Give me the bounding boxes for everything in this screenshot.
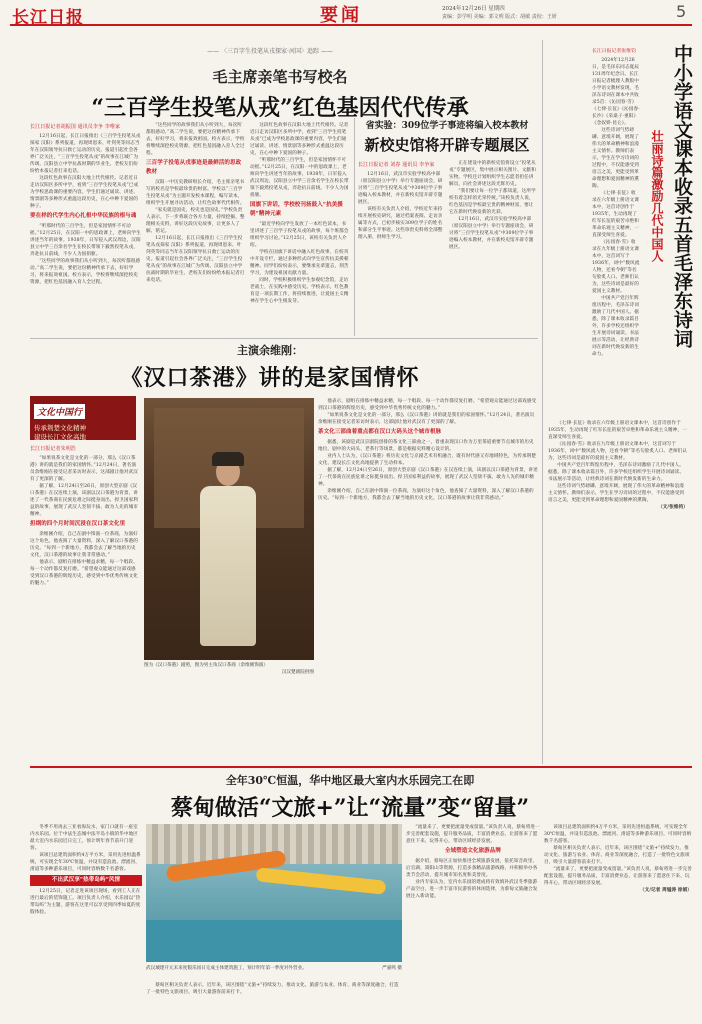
sidebar-credit: （文/张维钧） xyxy=(658,505,688,510)
article-3 xyxy=(358,118,536,155)
paragraph: 蔡甸区相关负责人表示，近年来，该区围绕“文旅+”持续发力，推动文化、旅游与农业、体育、商业等深度融合，打造了一批特色文旅项目，吸引大量游客前来打卡。 xyxy=(544,846,690,865)
paragraph: 余维刚介绍，自己在剧中饰演一位茶商，为演好这个角色，他查阅了大量资料，深入了解汉口茶港的历史。“每到一个新地方，我都会去了解当地的历史文化，汉口茶港的故事让我非常感动。” xyxy=(30,532,138,558)
paragraph: “流量来了，更要把流量变成留量。”该负责人说，蔡甸将进一步完善配套设施，提升服务品质，丰富消费业态，让游客来了愿意住下来、玩得开心，带动区域经济发展。 xyxy=(544,867,692,886)
paragraph: 中国共产党百年辉煌历程中，毛泽东诗词激励了几代中国人。据悉，除了课本收录篇目外，许多学校还组织学生开展诗词诵读、书法展示等活动，让经典诗词在新时代焕发新的生命力。 xyxy=(548,463,685,482)
sidebar-byline: 长江日报记者张维钧 xyxy=(592,49,637,54)
waterpark-caption xyxy=(146,966,402,973)
paragraph: 蔡甸区相关负责人表示，近年来，该区围绕“文旅+”持续发力，推动文化、旅游与农业、体育、商业等深度融合，打造了一批特色文旅项目，吸引大量游客前来打卡。 xyxy=(146,983,399,995)
article-5-title: 蔡甸做活“文旅+”让“流量”变“留量” xyxy=(170,795,530,821)
article-5-body xyxy=(30,824,142,1020)
paragraph: 业内专家认为，室内水乐园的建成将有效填补武汉冬季旅游产品空白，进一步丰富市民游客的休闲选择，为蔡甸文旅融合发展注入新动能。 xyxy=(406,880,538,899)
subhead-text: 不出武汉享“热带岛屿”风情 xyxy=(51,877,121,883)
article-1-body xyxy=(30,122,142,334)
culture-logo-line1: 传承荆楚文化精神 xyxy=(34,424,86,432)
paragraph: “如果说茶文化是文化的一部分，那么《汉口茶港》讲的就是我们的家国情怀。”12月24日，著名演员余维刚在接受记者采访时表示，这部剧让他对武汉有了更深的了解。 xyxy=(318,413,535,425)
paragraph: “听那时代的三百学生，但是家园情怀不可动摇。”12月25日，在汉阳一中的思政课上，老师向学生讲述当年的故事。1938年，日军侵入武汉周边，汉阳县立中学三百余名学生在校长带领下毅然投笔从戎，奔赴抗日前线，不少人为国捐躯。 xyxy=(30,224,141,257)
article-5-kicker: 全年30℃恒温，华中地区最大室内水乐园完工在即 xyxy=(225,774,475,787)
paragraph: 据介绍，蔡甸区正加快推进全域旅游发展，依托知音故里、后官湖、嵩阳山等资源，打造多条精品旅游线路，并积极举办各类节会活动，提升城市知名度和美誉度。 xyxy=(406,859,538,878)
article-2-body xyxy=(250,122,350,334)
caption-text: 武汉城建开元未来度假乐园日完成主体建筑施工，预计明年第一季度对外营业。 xyxy=(146,966,307,971)
performer-figure xyxy=(196,458,260,648)
article-1-kicker: 毛主席亲笔书写校名 xyxy=(212,68,348,86)
photo-credit: 汉汉楚剧院供图 xyxy=(281,669,314,675)
article-5-subhead-2: 全域塑造文化旅游品牌 xyxy=(444,848,501,854)
paragraph: 12月25日，记者走进该项目现场，看到工人正在进行最后的装饰施工。项目负责人介绍，水乐园以“热带岛屿”为主题，游客在这里可以享受到四季如夏的度假体验。 xyxy=(30,889,141,915)
paragraph: 据了解，12月24日至26日，原创大型京剧《汉口茶港》在汉连续上演，该剧以汉口茶港为背景，讲述了一代茶商在民族危难之际挺身而出、捍卫国家利益的故事，展现了武汉人坚韧不拔、敢为人先的城市精神。 xyxy=(318,468,538,487)
date-line: 2024年12月26日 星期四 xyxy=(442,6,505,12)
paragraph: 这些诗词气势磅礴、意境开阔，展现了伟大的革命精神和浪漫主义情怀。教师们表示，学生在学习诗词的过程中，不仅能感受到语言之美，更能受到革命理想和爱国精神的熏陶。 xyxy=(548,484,685,503)
paragraph: “这些同学的故事我们从小听到大，每次听都很感动。”高二学生说，要把这份精神传承下去，好好学习，将来报效祖国。校方表示，学校将继续深挖校史资源，把红色基因融入育人全过程。 xyxy=(146,123,245,156)
paragraph: “这些同学的故事我们从小听到大，每次听都很感动。”高二学生说，要把这份精神传承下去，好好学习，将来报效祖国。校方表示，学校将继续深挖校史资源，把红色基因融入育人全过程。 xyxy=(30,259,141,285)
section-title: 要闻 xyxy=(320,5,362,26)
caption-text: 图为《汉口茶港》剧照，图为男主角汉口茶商（余维刚饰演） xyxy=(144,663,269,668)
article-4 xyxy=(120,342,420,392)
opera-photo-caption xyxy=(144,663,314,676)
article-2-title: 国旗下讲话，学校校刊扬鼓入“抗美援朝”精神元素 xyxy=(250,202,343,217)
editors-line: 责编：彭学明 美编：郭文明 版式：胡敏 责校：王妍 xyxy=(442,14,557,20)
article-3-kicker: 省实验：309位学子事迹将编入校本教材 xyxy=(365,121,529,131)
article-5-body-col2 xyxy=(146,982,402,1020)
sidebar-title-1: 中小学语文课本收录五首毛泽东诗词 xyxy=(671,44,693,348)
paragraph: 该校有关负责人介绍，学校近年来持续开展校史研究，通过档案查阅、走访亲属等方式，已初步核实309位学子的姓名和部分生平事迹。这些珍贵史料将全部整理入册，供师生学习。 xyxy=(358,207,443,240)
article-4-subhead-2: 茶文化三部曲着重点都在汉口大码头这个城市根脉 xyxy=(318,429,442,435)
article-3-body xyxy=(358,160,445,336)
paragraph: 冬季不用再去三亚看海玩水，家门口就有一座室内水乐园。位于中法生态城中法半岛小镇的华中地区最大室内水乐园近日完工，预计明年春节前开门迎客。 xyxy=(30,825,138,851)
paragraph: “家史就是国史，校史也是国史。”学校负责人表示，下一步将联合各方力量，持续挖掘、整理相关史料，讲好这段历史故事，让更多人了解、铭记。 xyxy=(146,208,245,234)
article-5-body-col3 xyxy=(406,824,540,1020)
paragraph: 业内人士认为，《汉口茶港》将历史文化与京剧艺术有机融合，既有时代感又有地域特色，为传承荆楚文化、建设长江文化高地提供了生动样本。 xyxy=(318,454,537,466)
paragraph: “我们要让每一位学子都知道，这所学校有着怎样的光荣传统。”该校负责人说，红色基因是学校最宝贵的精神财富，要让它在新时代焕发新的光彩。 xyxy=(449,189,536,215)
article-5-end-credit: （文/记者 周镒涛 徐娟） xyxy=(639,888,692,893)
masthead-logo: 长江日报 xyxy=(12,8,84,28)
article-1 xyxy=(30,60,530,122)
opera-photo xyxy=(144,398,314,660)
paragraph: 据悉，该剧是武汉京剧院创排的茶文化三部曲之一，着重表现汉口作为万里茶道重要节点城市的历史地位。剧中的大码头、老茶行等场景，都是根据史料精心设计的。 xyxy=(318,440,534,452)
paragraph: 学校在国旗下讲话中融入红色故事，在校刊中开设专栏，通过多种形式向学生宣传抗美援朝精神。同学们纷纷表示，要继承先辈遗志，刻苦学习，为建设祖国贡献力量。 xyxy=(250,250,349,276)
paragraph: “听那时代的三百学生，但是家园情怀不可动摇。”12月25日，在汉阳一中的思政课上，老师向学生讲述当年的故事。1938年，日军侵入武汉周边，汉阳县立中学三百余名学生在校长带领下毅然投笔从戎，奔赴抗日前线，不少人为国捐躯。 xyxy=(250,158,349,198)
article-4-kicker: 主演余维刚： xyxy=(237,344,303,357)
photo-credit: 严嘉鸣 摄 xyxy=(382,966,402,971)
performer-hat xyxy=(212,452,244,466)
sidebar-headline-sub xyxy=(644,130,664,262)
paragraph: 他表示，剧组在排练中精益求精，每一个唱段、每一个动作都反复打磨。“希望观众能通过这部戏感受到汉口茶港的辉煌历史，感受到中华优秀传统文化的魅力。” xyxy=(30,560,138,586)
paragraph: 《七律·长征》收录在六年级上册语文课本中，这首诗创作于1935年，生动再现了红军长征的艰苦卓绝和革命乐观主义精神，一直深受师生喜爱。 xyxy=(548,421,687,440)
article-5-body-col4 xyxy=(544,824,692,1020)
article-4-title: 《汉口茶港》讲的是家国情怀 xyxy=(120,365,420,391)
article-4-byline: 长江日报记者朱明浩 xyxy=(30,446,76,452)
paragraph: 《沁园春·雪》收录在九年级上册语文课本中，这首词写于1936年，词中“数风流人物，还看今朝”等名句脍炙人口。老师们认为，这些诗词是最好的爱国主义教材。 xyxy=(592,240,640,294)
article-5 xyxy=(60,772,640,822)
paragraph: 余维刚介绍，自己在剧中饰演一位茶商，为演好这个角色，他查阅了大量资料，深入了解汉口茶港的历史。“每到一个新地方，我都会去了解当地的历史文化，汉口茶港的故事让我非常感动。” xyxy=(318,489,534,501)
pool-water xyxy=(146,920,402,962)
article-3-body-col2 xyxy=(449,160,537,336)
paragraph: 12月16日起，长江日报推出《三百学生投笔从戎探家 汉阳》系列报道，再现周恩来、叶剑英等同志当年在汉阳领导抗日救亡运动的历史。报道引起社会各界广泛关注，“三百学生投笔从戎”的故事在江城广为传颂。汉阳县立中学抗战时期的毕业生、老校友们纷纷给本报记者打来电话。 xyxy=(146,236,245,283)
article-3-byline: 长江日报记者 刘春 通讯员 李争家 xyxy=(358,162,435,168)
article-1-subhead-2: 三百学子投笔从戎事迹是最鲜活的思政教材 xyxy=(146,160,242,175)
article-4-body-col3 xyxy=(318,398,538,762)
series-banner: —— 〈三百字生投笔从戎探家·河国〉追踪 —— xyxy=(207,48,333,55)
paragraph: 中国共产党百年辉煌历程中，毛泽东诗词激励了几代中国人。据悉，除了课本收录篇目外，许多学校还组织学生开展诗词诵读、书法展示等活动，让经典诗词在新时代焕发新的生命力。 xyxy=(592,296,639,357)
paragraph: 他表示，剧组在排练中精益求精，每一个唱段、每一个动作都反复打磨。“希望观众能通过这部戏感受到汉口茶港的辉煌历史，感受到中华优秀传统文化的魅力。” xyxy=(318,399,537,411)
article-4-body xyxy=(30,444,140,762)
page-number: 5 xyxy=(676,2,687,21)
article-1-body-col2 xyxy=(146,122,246,334)
sidebar-body-lower xyxy=(548,420,688,762)
performer-robe xyxy=(200,486,256,646)
paragraph: 汉阳一中历史教研组长介绍，毛主席亲笔书写的校名是学校最珍贵的财富。学校以“三百学生投笔从戎”为主题开发校本课程，编写读本，组织学生开展寻访活动，让红色故事代代相传。 xyxy=(146,180,245,206)
paragraph: 12月16日起，长江日报推出《三百学生投笔从戎探家 汉阳》系列报道，再现周恩来、叶剑英等同志当年在汉阳领导抗日救亡运动的历史。报道引起社会各界广泛关注，“三百学生投笔从戎”的故事在江城广为传颂。汉阳县立中学抗战时期的毕业生、老校友们纷纷给本报记者打来电话。 xyxy=(30,134,141,174)
article-1-subhead-1: 要在样的代学生内心扎根中华民族的根与魂 xyxy=(30,213,137,219)
paragraph: 这段红色故事在汉阳大地上代代相传。记者近日走访汉阳区多所中学，看到“三百学生投笔从戎”已成为学校思政课的重要内容，学生们通过诵读、讲述、情景剧等多种形式重温这段历史，在心中种下爱国的种子。 xyxy=(30,176,139,209)
article-3-title: 新校史馆将开辟专题展区 xyxy=(364,136,530,154)
paragraph: 这段红色故事在汉阳大地上代代相传。记者近日走访汉阳区多所中学，看到“三百学生投笔从戎”已成为学校思政课的重要内容，学生们通过诵读、讲述、情景剧等多种形式重温这段历史，在心中种下爱国的种子。 xyxy=(250,123,349,156)
article-4-subhead-1: 担纲的四个月时间沉浸在汉口茶文化里 xyxy=(30,521,126,527)
article-1-title: “三百学生投笔从戎”红色基因代代传承 xyxy=(91,95,469,121)
paragraph: 《七律·长征》收录在六年级上册语文课本中，这首诗创作于1935年，生动再现了红军长征的艰苦卓绝和革命乐观主义精神，一直深受师生喜爱。 xyxy=(592,191,639,238)
article-5-subhead-1 xyxy=(30,875,142,886)
article-1-byline: 长江日报记者胡振国 通讯员李争 李唯家 xyxy=(30,124,121,130)
paragraph: 该项目总建筑面积约4万平方米，采用先进恒温系统，可实现全年30℃恒温，并设有造浪池、漂流河、滑道等多种游乐项目，可同时容纳数千名游客。 xyxy=(544,825,692,844)
slide-tube xyxy=(256,867,387,895)
paragraph: 《沁园春·雪》收录在九年级上册语文课本中，这首词写于1936年，词中“数风流人物，还看今朝”等名句脍炙人口。老师们认为，这些诗词是最好的爱国主义教材。 xyxy=(548,442,688,461)
paragraph: 这些诗词气势磅礴、意境开阔，展现了伟大的革命精神和浪漫主义情怀。教师们表示，学生在学习诗词的过程中，不仅能感受到语言之美，更能受到革命理想和爱国精神的熏陶。 xyxy=(592,128,639,189)
culture-logo-text: 文化中国行 xyxy=(34,404,85,419)
paragraph: “如果说茶文化是文化的一部分，那么《汉口茶港》讲的就是我们的家国情怀。”12月24日，著名演员余维刚在接受记者采访时表示，这部剧让他对武汉有了更深的了解。 xyxy=(30,456,138,482)
culture-logo-line2: 建设长江文化高地 xyxy=(34,433,86,441)
sidebar-headline-main xyxy=(668,44,692,348)
paragraph: 12月16日，武汉市实验学校高中部（原汉阳县立中学）举行专题座谈会，研讨将“三百学生投笔从戎”中309位学子事迹编入校本教材，并在新校史馆开辟专题展区。 xyxy=(358,172,443,205)
paragraph: “流量来了，更要把流量变成留量。”该负责人说，蔡甸将进一步完善配套设施，提升服务品质，丰富消费业态，让游客来了愿意住下来、玩得开心，带动区域经济发展。 xyxy=(406,825,540,844)
paragraph: “最近学校向学生发放了一本红色读本，书里讲述了三百学子投笔从戎的故事，每个班都会组织学习讨论。”12月25日，该校有关负责人介绍。 xyxy=(250,222,349,248)
masthead-rule xyxy=(10,24,692,26)
paragraph: 2024年12月26日，是毛泽东同志诞辰131周年纪念日。长江日报记者梳理人教版中小学语文教材发现，毛泽东诗词在课本中共收录5首：《沁园春·雪》《七律·长征》《沁园春·长沙》《采桑子·重阳》《念奴娇·昆仑》。 xyxy=(592,58,640,126)
paragraph: 正在建设中的新校史馆将设立“投笔从戎”专题展区，集中展示相关图片、文献和实物。学校还计划组织学生志愿者担任讲解员，向社会讲述这段光辉历史。 xyxy=(449,161,536,187)
paragraph: 同时，学校积极组织学生参观纪念馆，走访老战士，在实践中感受历史。学校表示，红色教育是一项长期工作，将持续推进，让爱国主义精神在学生心中生根发芽。 xyxy=(250,278,349,304)
paragraph: 12月16日，武汉市实验学校高中部（原汉阳县立中学）举行专题座谈会，研讨将“三百学生投笔从戎”中309位学子事迹编入校本教材，并在新校史馆开辟专题展区。 xyxy=(449,217,534,250)
waterpark-photo xyxy=(146,824,402,962)
culture-logo xyxy=(30,396,136,440)
sidebar-title-2: 壮丽诗篇激励几代中国人 xyxy=(650,130,664,262)
paragraph: 该项目总建筑面积约4万平方米，采用先进恒温系统，可实现全年30℃恒温，并设有造浪池、漂流河、滑道等多种游乐项目，可同时容纳数千名游客。 xyxy=(30,853,141,872)
masthead xyxy=(0,0,702,40)
paragraph: 据了解，12月24日至26日，原创大型京剧《汉口茶港》在汉连续上演，该剧以汉口茶港为背景，讲述了一代茶商在民族危难之际挺身而出、捍卫国家利益的故事，展现了武汉人坚韧不拔、敢为人先的城市精神。 xyxy=(30,484,138,517)
